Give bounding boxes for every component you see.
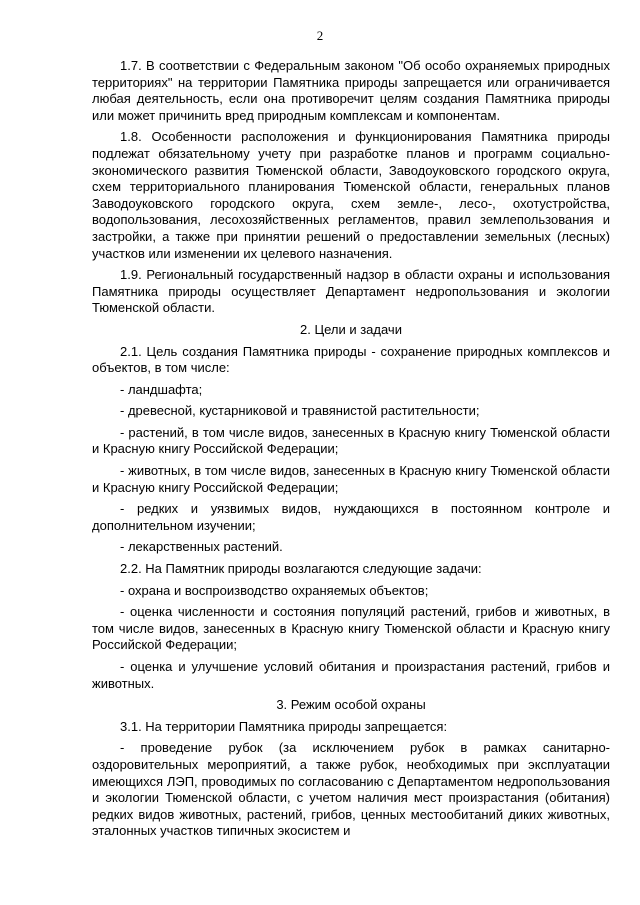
- paragraph: - растений, в том числе видов, занесенных в Красную книгу Тюменской области и Красную книгу Российской Федерации;: [92, 424, 610, 457]
- document-body: [92, 58, 610, 845]
- paragraph: 2.1. Цель создания Памятника природы - сохранение природных комплексов и объектов, в том числе:: [92, 343, 610, 376]
- paragraph: 1.7. В соответствии с Федеральным законом "Об особо охраняемых природных территориях" на территории Памятника природы запрещается или ограничивается любая деятельность, если она противоречит целям создания Памятника природы или может причинить вред природным комплексам и компонентам.: [92, 58, 610, 123]
- paragraph: - охрана и воспроизводство охраняемых объектов;: [120, 582, 429, 598]
- paragraph: - проведение рубок (за исключением рубок в рамках санитарно-оздоровительных мероприятий, а также рубок, необходимых при эксплуатации имеющихся ЛЭП, проводимых по согласованию с Департаментом недропользования и экологии Тюменской области, с учетом наличия мест произрастания (обитания) редких видов животных, растений, грибов, ценных местообитаний диких животных, эталонных участков типичных экосистем и: [92, 740, 610, 839]
- paragraph: 1.9. Региональный государственный надзор в области охраны и использования Памятника природы осуществляет Департамент недропользования и экологии Тюменской области.: [92, 267, 610, 316]
- paragraph: - оценка численности и состояния популяций растений, грибов и животных, в том числе видов, занесенных в Красную книгу Тюменской области и Красную книгу Российской Федерации;: [92, 604, 610, 653]
- paragraph: 3.1. На территории Памятника природы запрещается:: [120, 718, 448, 734]
- paragraph: - ландшафта;: [120, 381, 203, 397]
- paragraph: 1.8. Особенности расположения и функционирования Памятника природы подлежат обязательному учету при разработке планов и программ социально-экономического развития Тюменской области, Заводоуковского городского округа, схем территориального планирования Тюменской области, генеральных планов Заводоуковского городского округа, схем земле-, лесо-, охотустройства, водопользования, лесохозяйственных регламентов, правил землепользования и застройки, а также при принятии решений о предоставлении земельных (лесных) участков или изменении их целевого назначения.: [92, 129, 610, 261]
- page-number: 2: [316, 28, 324, 43]
- paragraph: 2.2. На Памятник природы возлагаются следующие задачи:: [120, 561, 482, 577]
- section-heading: 3. Режим особой охраны: [276, 697, 426, 713]
- paragraph: - оценка и улучшение условий обитания и произрастания растений, грибов и животных.: [92, 659, 610, 691]
- paragraph: - древесной, кустарниковой и травянистой растительности;: [120, 403, 480, 419]
- section-heading: 2. Цели и задачи: [300, 321, 402, 337]
- paragraph: - животных, в том числе видов, занесенных в Красную книгу Тюменской области и Красную книгу Российской Федерации;: [92, 463, 610, 495]
- paragraph: - лекарственных растений.: [120, 539, 283, 555]
- paragraph: - редких и уязвимых видов, нуждающихся в постоянном контроле и дополнительном изучении;: [92, 501, 610, 533]
